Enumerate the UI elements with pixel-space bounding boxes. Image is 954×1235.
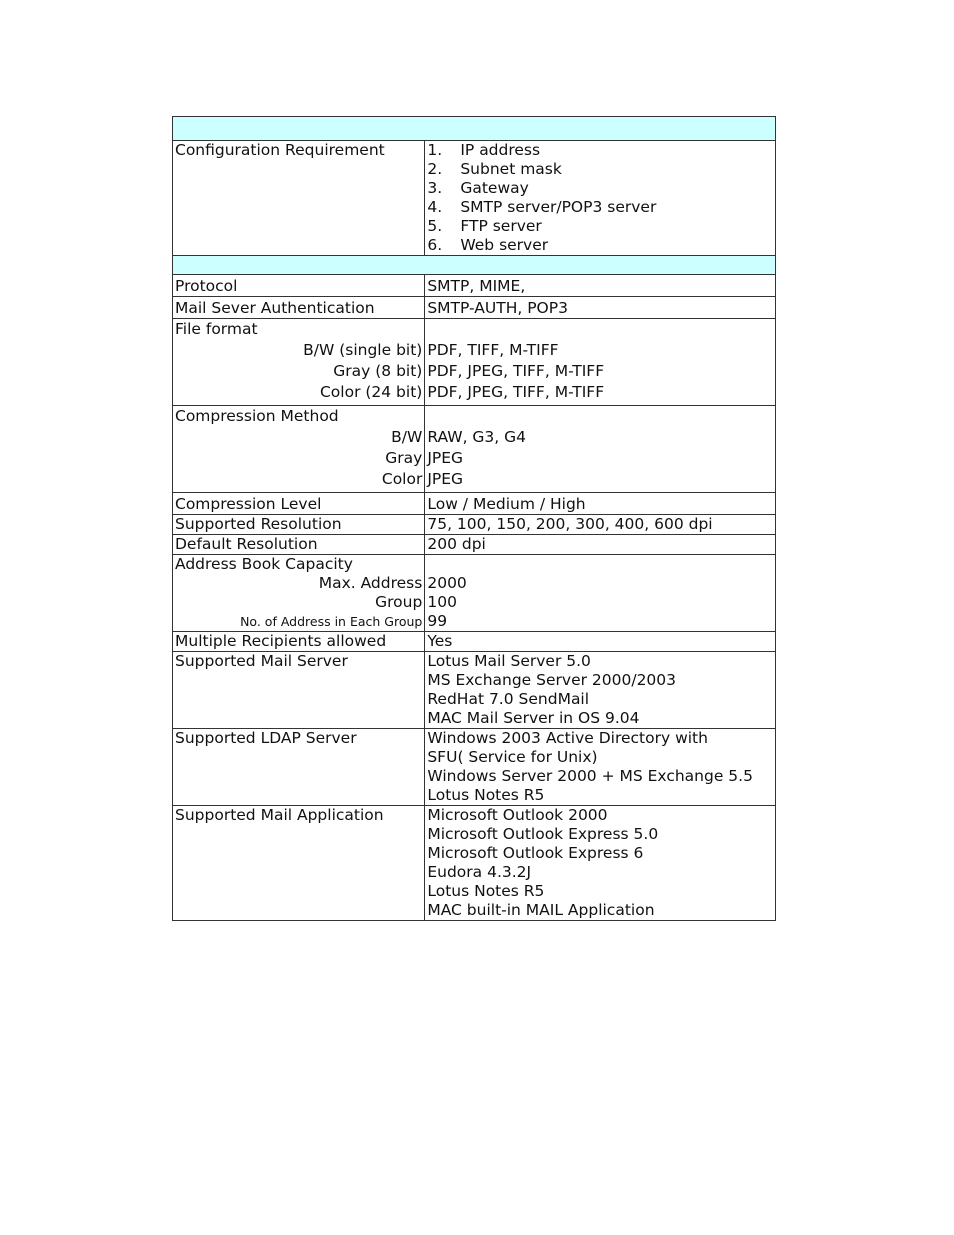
default-resolution-value: 200 dpi	[425, 535, 776, 555]
protocol-label: Protocol	[173, 275, 425, 297]
config-item: 2. Subnet mask	[427, 160, 562, 178]
row-supported-ldap-server	[173, 729, 776, 806]
section-header-cell	[173, 117, 776, 141]
protocol-value: SMTP, MIME,	[425, 275, 776, 297]
address-book-values: 2000 100 99	[425, 555, 776, 632]
compression-method-values: RAW, G3, G4 JPEG JPEG	[425, 406, 776, 493]
ldap-server-label: Supported LDAP Server	[173, 729, 425, 806]
row-supported-mail-server	[173, 652, 776, 729]
config-item: 3. Gateway	[427, 179, 529, 197]
ldap-server-values: Windows 2003 Active Directory with SFU( Service for Unix) Windows Server 2000 + MS Exchange 5.5 Lotus Notes R5	[425, 729, 776, 806]
row-default-resolution	[173, 535, 776, 555]
compression-method-labels: Compression Method B/W Gray Color	[173, 406, 425, 493]
file-format-values: PDF, TIFF, M-TIFF PDF, JPEG, TIFF, M-TIFF PDF, JPEG, TIFF, M-TIFF	[425, 319, 776, 406]
row-multiple-recipients	[173, 632, 776, 652]
row-mail-server-authentication	[173, 297, 776, 319]
row-supported-resolution	[173, 515, 776, 535]
row-protocol	[173, 275, 776, 297]
file-format-labels: File format B/W (single bit) Gray (8 bit) Color (24 bit)	[173, 319, 425, 406]
mail-auth-label: Mail Sever Authentication	[173, 297, 425, 319]
compression-level-label: Compression Level	[173, 493, 425, 515]
default-resolution-label: Default Resolution	[173, 535, 425, 555]
address-book-labels: Address Book Capacity Max. Address Group No. of Address in Each Group	[173, 555, 425, 632]
supported-resolution-value: 75, 100, 150, 200, 300, 400, 600 dpi	[425, 515, 776, 535]
section-header-scan-to-email	[173, 256, 776, 275]
mail-server-label: Supported Mail Server	[173, 652, 425, 729]
row-compression-level	[173, 493, 776, 515]
config-item: 4. SMTP server/POP3 server	[427, 198, 657, 216]
compression-level-value: Low / Medium / High	[425, 493, 776, 515]
row-file-format	[173, 319, 776, 406]
supported-resolution-label: Supported Resolution	[173, 515, 425, 535]
multiple-recipients-label: Multiple Recipients allowed	[173, 632, 425, 652]
specification-table	[172, 116, 776, 921]
mail-application-label: Supported Mail Application	[173, 806, 425, 921]
mail-auth-value: SMTP-AUTH, POP3	[425, 297, 776, 319]
mail-application-values: Microsoft Outlook 2000 Microsoft Outlook Express 5.0 Microsoft Outlook Express 6 Eudora 4.3.2J Lotus Notes R5 MAC built-in MAIL Application	[425, 806, 776, 921]
row-configuration-requirement	[173, 141, 776, 256]
section-header-cell	[173, 256, 776, 275]
multiple-recipients-value: Yes	[425, 632, 776, 652]
config-item: 5. FTP server	[427, 217, 542, 235]
row-supported-mail-application	[173, 806, 776, 921]
row-compression-method	[173, 406, 776, 493]
config-item: 6. Web server	[427, 236, 549, 254]
row-address-book-capacity	[173, 555, 776, 632]
mail-server-values: Lotus Mail Server 5.0 MS Exchange Server 2000/2003 RedHat 7.0 SendMail MAC Mail Server in OS 9.04	[425, 652, 776, 729]
config-values	[425, 141, 776, 256]
config-label: Configuration Requirement	[173, 141, 425, 256]
section-header-network	[173, 117, 776, 141]
config-item: 1. IP address	[427, 141, 541, 159]
